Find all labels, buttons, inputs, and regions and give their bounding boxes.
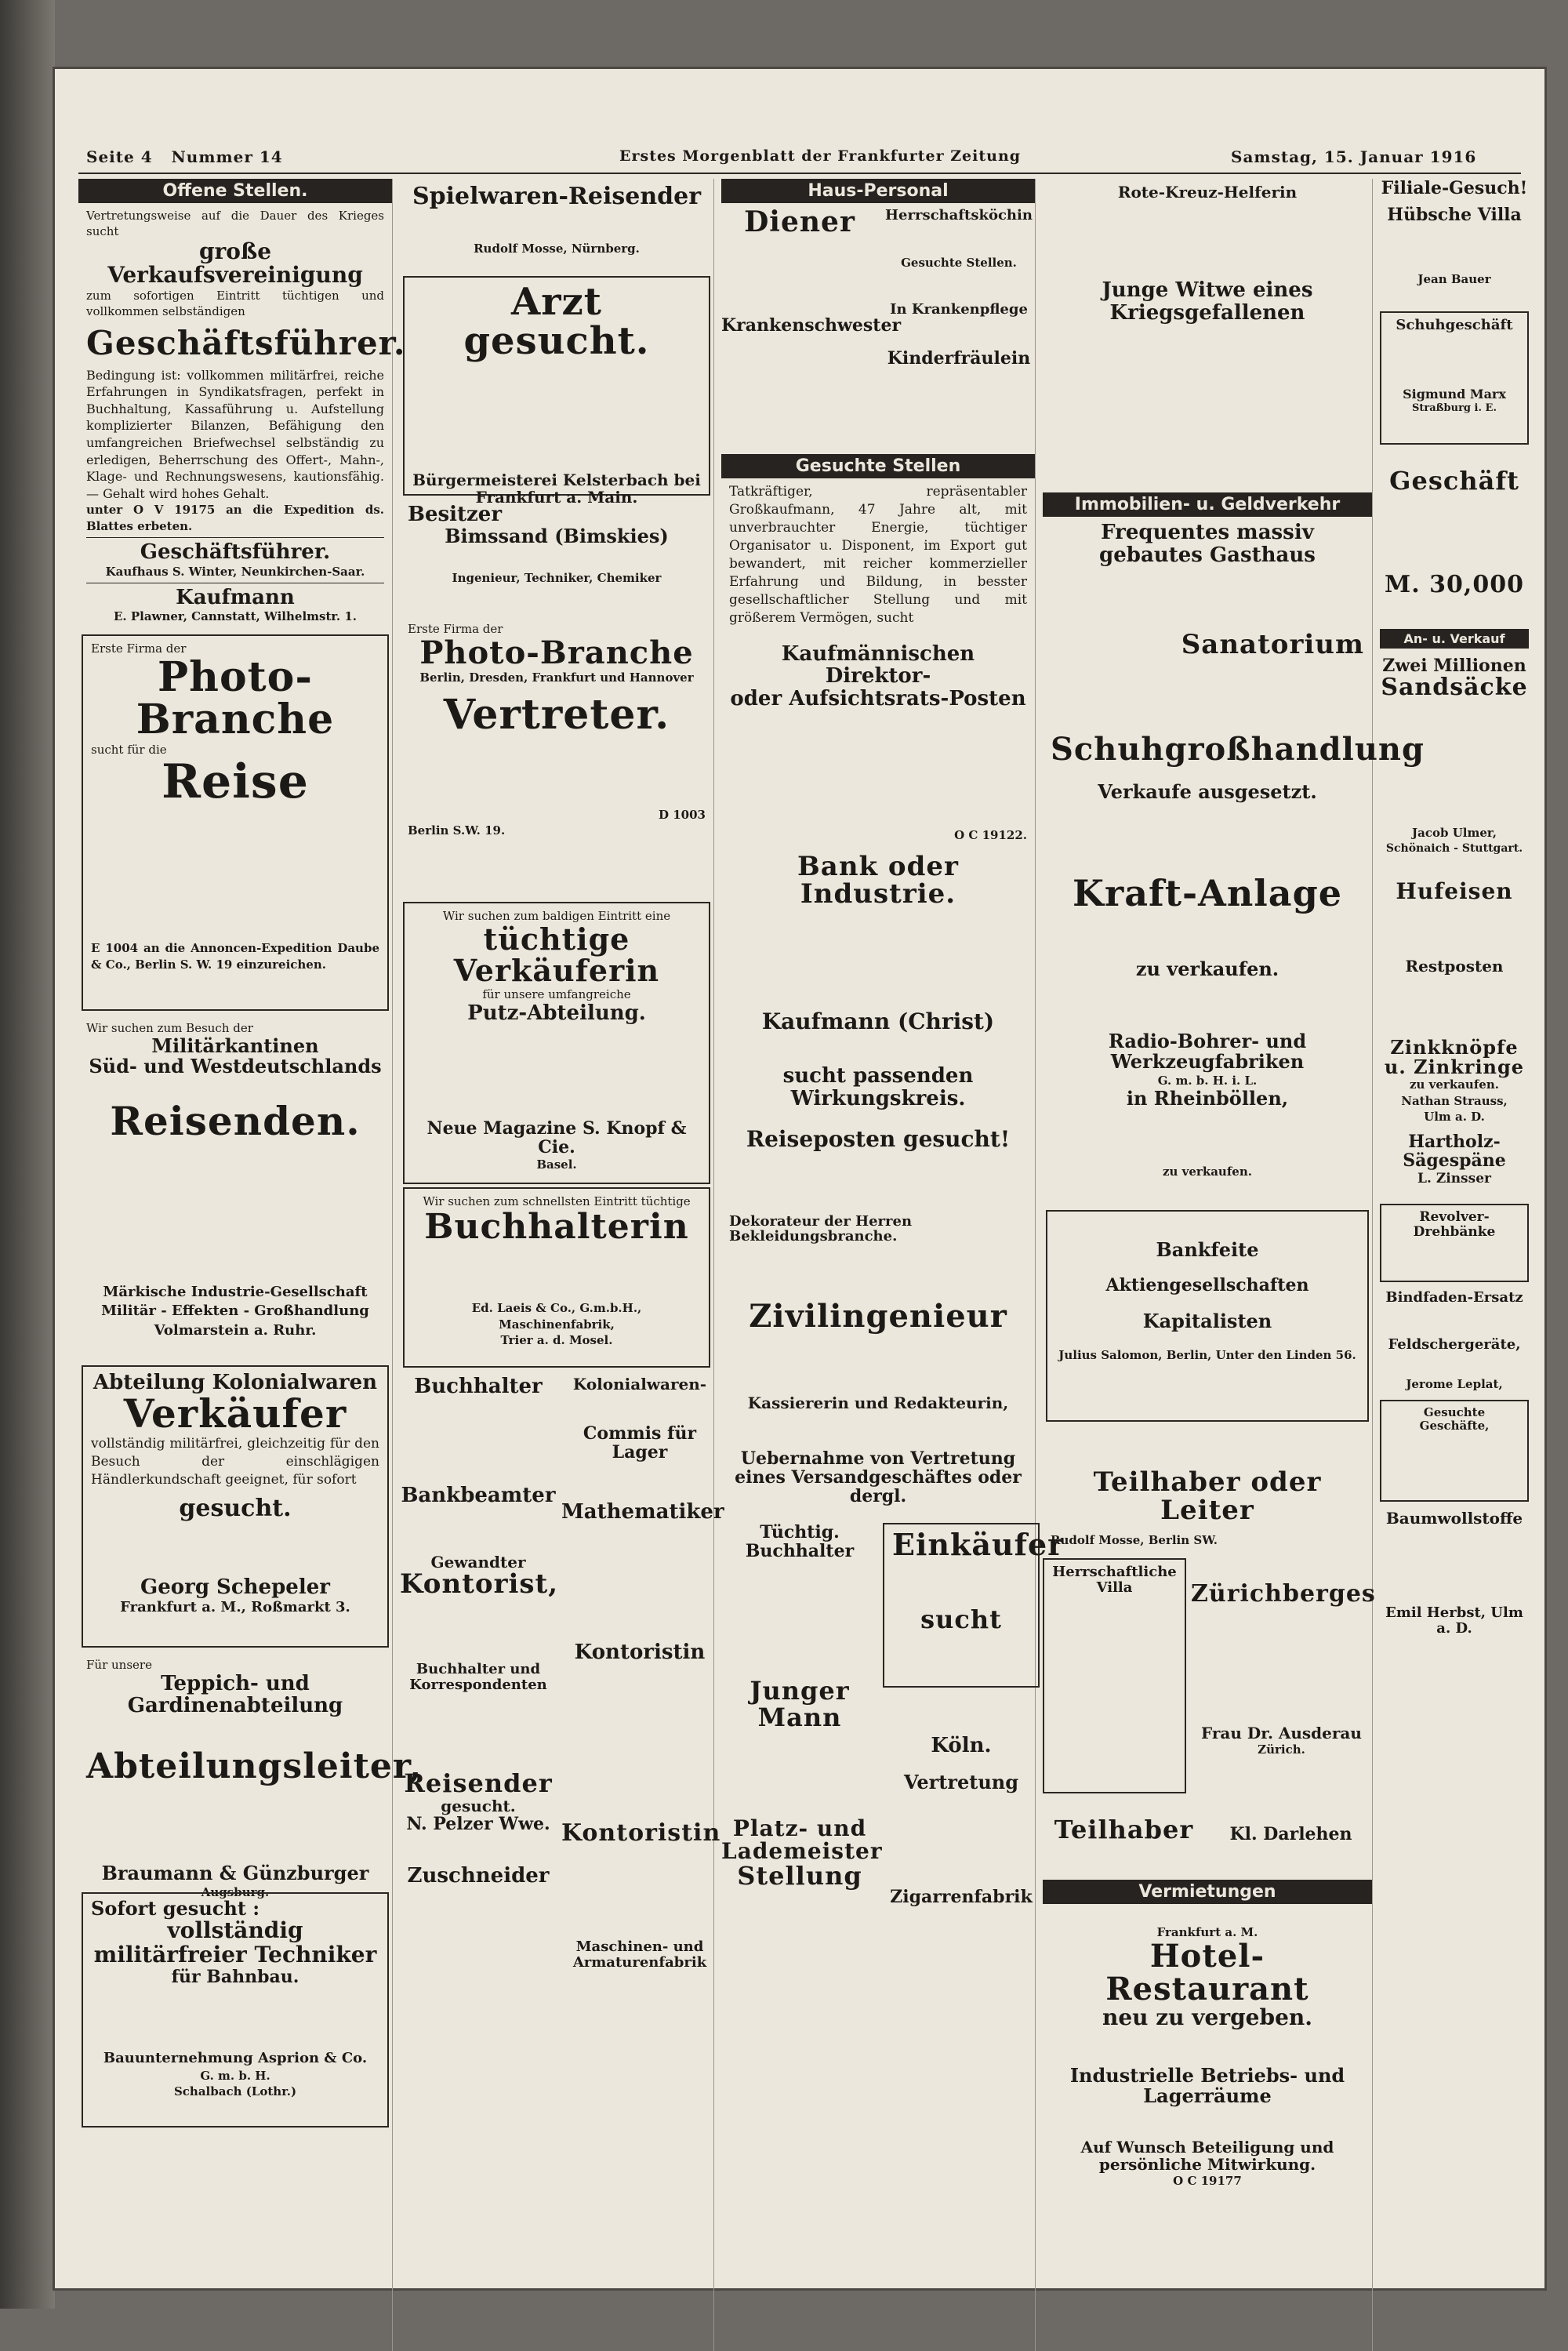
ad-sign: Rudolf Mosse, Berlin SW.	[1051, 1533, 1218, 1548]
ad-geschaeftsfuehrer	[78, 203, 406, 630]
ad-firm: Teppich- und Gardinenabteilung	[127, 1671, 343, 1718]
ad-buchhalter-korr: Buchhalter und Korrespondenten	[409, 1660, 547, 1693]
page-number: Seite 4 Nummer 14	[86, 147, 283, 166]
ad-sanatorium	[1043, 627, 1372, 729]
ad-sub: zu verkaufen.	[1163, 1165, 1252, 1179]
section-immobilien: Immobilien- u. Geldverkehr	[1043, 492, 1372, 517]
ad-einkaeufer	[883, 1523, 1065, 1688]
ad-hufeisen: Hufeisen	[1396, 878, 1513, 904]
ad-tuechtig-buchhalter: Tüchtig. Buchhalter	[745, 1521, 855, 1561]
ad-sign: Georg Schepeler	[140, 1575, 330, 1599]
column-3	[721, 179, 1065, 2351]
ad-region: Süd- und Westdeutschlands	[89, 1055, 382, 1078]
column-5	[1380, 179, 1529, 2351]
ad-sign: Neue Magazine S. Knopf & Cie.	[426, 1117, 687, 1158]
ad-mathematiker: Mathematiker	[561, 1500, 724, 1524]
ad-arzt	[403, 276, 710, 507]
ad-herbst: Emil Herbst, Ulm a. D.	[1385, 1604, 1523, 1637]
ad-title: Besitzer	[408, 503, 503, 526]
ad-body: Bedingung ist: vollkommen militärfrei, reiche Erfahrungen in Syndikatsfragen, perfekt in Buchhaltung, Kassaführung u. Aufstellung komplizierter Bilanzen, Befähigung den umfangreichen Briefwechsel selbständig zu erledigen, Beherrschung des Offert-, Mahn-, Klage- und Rechnungswesens, kautionsfähig. — Gehalt wird hohes Gehalt.	[86, 367, 384, 501]
ad-title: Kaufmännischen Direktor-	[781, 641, 975, 689]
small-ads-grid	[400, 1371, 724, 1971]
ad-zuerichberg	[1191, 1558, 1376, 1793]
ad-cities: Berlin, Dresden, Frankfurt und Hannover	[419, 670, 694, 685]
small-ads-grid-3	[721, 1521, 1065, 1907]
ad-jacob-city: Schönaich - Stuttgart.	[1385, 841, 1523, 855]
ad-buchhalter: Buchhalter	[414, 1375, 543, 1398]
ad-sign: Bauunternehmung Asprion & Co.	[103, 2049, 368, 2066]
ad-filiale: Filiale-Gesuch!	[1381, 178, 1528, 198]
ad-spielwaren	[400, 179, 713, 273]
ad-title: Sanatorium	[1181, 629, 1364, 660]
ad-gesuchte-geschaefte	[1380, 1400, 1529, 1502]
ad-firm: große Verkaufsvereinigung	[107, 238, 363, 289]
ad-intro: Wir suchen zum Besuch der	[86, 1020, 253, 1035]
ad-kontoristin: Kontoristin	[574, 1640, 706, 1664]
ad-bankbeamter: Bankbeamter	[401, 1483, 556, 1507]
book-spine	[0, 0, 55, 2309]
ad-bankseite	[1046, 1210, 1369, 1422]
ad-title: Zivilingenieur	[749, 1297, 1007, 1335]
ad-city: Trier a. d. Mosel.	[500, 1332, 613, 1347]
ad-buchhalterin	[403, 1187, 710, 1368]
ad-sub: sucht passenden Wirkungskreis.	[782, 1064, 974, 1110]
column-2	[400, 179, 724, 2351]
ad-zinsser: L. Zinsser	[1417, 1171, 1491, 1187]
ad-sub: Bimssand (Bimskies)	[445, 524, 669, 547]
ad-city: Straßburg i. E.	[1412, 402, 1497, 415]
ad-gesuchte: Gesuchte Stellen.	[901, 255, 1017, 270]
ad-zuschneider: Zuschneider	[407, 1864, 550, 1888]
ad-sign: Kaufhaus S. Winter, Neunkirchen-Saar.	[105, 564, 365, 579]
ad-reise: Reise	[162, 754, 309, 810]
ad-photo-branche	[82, 634, 389, 1011]
ad-head: Erste Firma der	[91, 641, 187, 656]
ad-sub: sucht für die	[91, 743, 167, 758]
ad-city: Augsburg.	[201, 1884, 270, 1899]
ad-revolver	[1380, 1204, 1529, 1282]
ad-betriebsraeume	[1043, 2045, 1372, 2188]
small-ads-right	[561, 1371, 724, 1971]
ad-title-2: oder Aufsichtsrats-Posten	[730, 686, 1026, 710]
ad-schuhgrosshandlung	[1043, 729, 1425, 870]
ad-title: Einkäufer	[892, 1526, 1065, 1562]
ad-sign: Frau Dr. Ausderau	[1201, 1723, 1362, 1742]
column-1	[78, 179, 423, 2351]
ad-radio-bohrer	[1043, 1027, 1372, 1207]
ad-sign: Ed. Laeis & Co., G.m.b.H., Maschinenfabrik,	[471, 1301, 642, 1332]
ad-sign: Rudolf Mosse, Nürnberg.	[474, 242, 640, 256]
ad-intro: Sofort gesucht :	[91, 1896, 260, 1920]
ad-kaufmann-sign: E. Plawner, Cannstatt, Wilhelmstr. 1.	[113, 609, 358, 624]
ad-title: Photo-Branche	[136, 652, 335, 744]
col4-top-inner	[1043, 179, 1372, 492]
ad-dekorateur	[721, 1209, 1035, 1295]
col4-villa-row	[1043, 1558, 1376, 1793]
ad-photo-vertreter	[400, 616, 713, 899]
haus-left	[721, 203, 902, 454]
small-ads-3-right	[883, 1523, 1065, 1907]
ad-vertretung: Vertretung	[903, 1771, 1019, 1794]
ad-pre: Frankfurt a. M.	[1156, 1925, 1258, 1939]
ad-mark: M. 30,000	[1385, 571, 1524, 599]
ad-villa-sign: Jean Bauer	[1417, 272, 1491, 287]
section-vermietungen: Vermietungen	[1043, 1880, 1372, 1904]
ad-bimssand	[400, 499, 713, 616]
ad-putz	[403, 902, 710, 1184]
ad-title: Radio-Bohrer- und Werkzeugfabriken	[1108, 1030, 1307, 1074]
ad-sign-2: Militär - Effekten - Großhandlung	[101, 1303, 369, 1320]
ad-body: Tatkräftiger, repräsentabler Großkaufmann, 47 Jahre alt, mit unverbrauchter Energie, tüchtiger Organisator u. Disponent, im Export gut bewandert, mit reicher kommerzieller Erfahrung und Bildung, in besster gesellschaftlicher Stellung und mit größerem Vermögen, sucht	[729, 484, 1027, 626]
ad-title: Bank oder Industrie.	[797, 850, 959, 910]
ad-title: Schuhgroßhandlung	[1051, 731, 1425, 768]
haus-ads	[721, 203, 1035, 454]
ad-kraft-anlage	[1043, 870, 1372, 1027]
ad-aktiengesellschaften: Aktiengesellschaften	[1105, 1275, 1309, 1296]
col4-teilh-row	[1043, 1793, 1372, 1880]
ad-vertreter: Vertreter.	[443, 690, 670, 739]
small-ads-left	[400, 1371, 557, 1971]
ad-nathan: Nathan Strauss,	[1401, 1093, 1508, 1108]
ad-gmbh: G. m. b. H. i. L.	[1157, 1073, 1258, 1088]
ad-title: Arzt gesucht.	[463, 280, 650, 364]
ad-reisender: Reisender	[404, 1768, 553, 1799]
ad-herrschaftskoechin: Herrschaftsköchin	[885, 207, 1033, 223]
ad-gmbh: G. m. b. H.	[200, 2069, 270, 2084]
section-haus-personal: Haus-Personal	[721, 179, 1035, 203]
ad-junger-mann: Junger Mann	[750, 1675, 850, 1732]
ad-sub: Auf Wunsch Beteiligung und persönliche Mitwirkung.	[1080, 2137, 1334, 2174]
ad-kolonialwaren	[82, 1365, 389, 1648]
ad-title: Kassiererin und Redakteurin,	[747, 1393, 1009, 1412]
ad-teilhaber: Teilhaber	[1054, 1815, 1194, 1844]
ad-zinkknoepfe: Zinkknöpfe u. Zinkringe	[1384, 1035, 1525, 1079]
ad-sign: Sigmund Marx	[1403, 387, 1506, 402]
ad-kinderfraeulein: Kinderfräulein	[887, 347, 1031, 369]
ad-head: Erste Firma der	[408, 622, 503, 636]
ad-title: Reisenden.	[110, 1097, 361, 1144]
ad-junge-witwe: Junge Witwe eines Kriegsgefallenen	[1102, 278, 1313, 325]
ad-kaufmann-christ	[721, 1005, 1035, 1123]
ad-krankenschwester: Krankenschwester	[721, 314, 902, 336]
section-an-verkauf: An- u. Verkauf	[1380, 629, 1529, 649]
ad-sucht: sucht	[920, 1604, 1002, 1635]
ad-code: O C 19122.	[954, 828, 1027, 843]
ad-title: Abteilungsleiter,	[86, 1746, 423, 1787]
ad-bank-industrie	[721, 848, 1035, 1005]
ad-title-2: Geschäftsführer.	[140, 540, 331, 564]
ad-title: tüchtige Verkäuferin	[453, 921, 660, 989]
ad-commis: Commis für Lager	[583, 1423, 697, 1463]
ad-title: Dekorateur der Herren Bekleidungsbranche.	[729, 1212, 913, 1245]
ad-reiseposten	[721, 1123, 1035, 1209]
ad-geschaeft: Geschäft	[1389, 465, 1519, 496]
ad-gasthaus	[1043, 517, 1372, 627]
ad-title: Schuhgeschäft	[1396, 316, 1513, 333]
ad-title: Frequentes massiv gebautes Gasthaus	[1099, 521, 1316, 567]
ad-darlehen: Kl. Darlehen	[1229, 1824, 1352, 1844]
ad-pelzer: N. Pelzer Wwe.	[406, 1814, 550, 1835]
ad-teppich	[78, 1652, 423, 1899]
ad-title: Geschäftsführer.	[86, 323, 406, 362]
ad-villa	[1043, 1558, 1186, 1793]
ad-city: Zürich.	[1258, 1742, 1305, 1757]
ad-direktor	[721, 478, 1035, 848]
ad-zwei-millionen: Zwei Millionen	[1382, 655, 1526, 676]
ad-techniker	[82, 1892, 389, 2128]
ad-title: Hotel-Restaurant	[1105, 1938, 1309, 2008]
ad-address: Frankfurt a. M., Roßmarkt 3.	[120, 1599, 350, 1616]
section-offene-stellen: Offene Stellen.	[78, 179, 392, 203]
ad-teilhaber-leiter	[1043, 1425, 1372, 1558]
ad-code: O C 19177	[1173, 2173, 1242, 2188]
ad-title: Reiseposten gesucht!	[746, 1125, 1011, 1152]
ad-city: Schalbach (Lothr.)	[173, 2084, 297, 2099]
ad-sign: Ingenieur, Techniker, Chemiker	[452, 570, 662, 585]
ad-title: Teilhaber oder Leiter	[1093, 1466, 1322, 1526]
ad-sign: Bürgermeisterei Kelsterbach bei Frankfurt a. Main.	[412, 470, 701, 507]
ad-title: Kraft-Anlage	[1073, 872, 1342, 914]
ad-gewandter: Gewandter	[430, 1553, 526, 1572]
ad-sub: zu verkaufen.	[1135, 957, 1279, 981]
section-gesuchte-stellen: Gesuchte Stellen	[721, 454, 1035, 478]
ad-dept: Putz-Abteilung.	[467, 1001, 646, 1026]
ad-krankenpflege: In Krankenpflege	[890, 301, 1028, 318]
ad-sign-3: Volmarstein a. Ruhr.	[154, 1321, 317, 1339]
ad-title: vollständig militärfreier Techniker	[93, 1917, 377, 1968]
ad-code: unter O V 19175 an die Expedition ds. Blattes erbeten.	[86, 503, 384, 533]
ad-sign: Julius Salomon, Berlin, Unter den Linden 56.	[1058, 1347, 1356, 1362]
ad-title: Kaufmann (Christ)	[761, 1008, 995, 1034]
ad-reisender-sub: gesucht.	[441, 1797, 516, 1816]
ad-rote-kreuz: Rote-Kreuz-Helferin	[1117, 183, 1298, 202]
ad-code: D 1003	[659, 808, 706, 823]
ad-kassiererin	[721, 1390, 1035, 1444]
ad-title: Zürichberges	[1191, 1580, 1376, 1608]
ad-title: Uebernahme von Vertretung	[740, 1448, 1016, 1469]
ad-stellung: Stellung	[737, 1860, 862, 1891]
ad-kapitalisten: Kapitalisten	[1142, 1309, 1272, 1332]
ad-militaerkantinen	[78, 1016, 392, 1361]
ad-kontorist: Kontorist,	[400, 1568, 559, 1601]
ad-schuhgeschaeft	[1380, 311, 1529, 445]
ad-city: Basel.	[536, 1157, 577, 1172]
ad-sandsaecke: Sandsäcke	[1381, 673, 1528, 701]
ad-sub: für Bahnbau.	[171, 1966, 299, 1987]
col4-top	[1043, 179, 1372, 492]
ad-bindfaden: Bindfaden-Ersatz	[1385, 1289, 1523, 1306]
ad-zigarrenfabrik: Zigarrenfabrik	[890, 1886, 1033, 1907]
haus-right	[883, 203, 1035, 454]
ad-zink-sub: zu verkaufen.	[1410, 1077, 1499, 1092]
ad-head: Abteilung Kolonialwaren	[93, 1370, 378, 1394]
ad-kontoristin-2: Kontoristin	[561, 1819, 721, 1847]
ad-sign: Märkische Industrie-Gesellschaft	[103, 1284, 368, 1301]
newspaper-page	[55, 69, 1544, 2288]
ad-maschinenfabrik: Maschinen- und Armaturenfabrik	[572, 1939, 707, 1971]
ad-diener: Diener	[744, 205, 855, 238]
masthead: Erstes Morgenblatt der Frankfurter Zeitung	[619, 147, 1022, 165]
ad-koeln: Köln.	[931, 1733, 992, 1757]
ad-feldschergeraete: Feldschergeräte,	[1388, 1336, 1521, 1354]
ad-villa: Hübsche Villa	[1387, 205, 1522, 226]
ad-intro: Für unsere	[86, 1657, 152, 1672]
ad-title: Photo-Branche	[419, 634, 694, 672]
ad-sub: eines Versandgeschäftes oder dergl.	[735, 1466, 1022, 1506]
ad-sub: für unsere umfangreiche	[482, 987, 631, 1002]
ad-title: Verkäufer	[123, 1390, 347, 1437]
ad-jerome: Jerome Leplat,	[1406, 1376, 1503, 1391]
ad-subtitle: zum sofortigen Eintritt tüchtigen und vollkommen selbständigen	[86, 289, 384, 319]
ad-uebernahme	[721, 1444, 1035, 1523]
ad-firm: Militärkantinen	[151, 1034, 319, 1057]
column-4	[1043, 179, 1425, 2351]
ad-title: Herrschaftliche Villa	[1052, 1564, 1177, 1596]
ad-restposten: Restposten	[1405, 956, 1504, 976]
ad-zivilingenieur	[721, 1295, 1035, 1390]
ad-intro: Wir suchen zum baldigen Eintritt eine	[442, 909, 671, 923]
small-ads-3-left	[721, 1521, 883, 1906]
ad-kaufmann-title: Kaufmann	[176, 585, 295, 609]
ad-intro: Wir suchen zum schnellsten Eintritt tüchtige	[423, 1194, 691, 1208]
ad-title: Buchhalterin	[424, 1207, 689, 1248]
ad-code: E 1004 an die Annoncen-Expedition Daube & Co., Berlin S. W. 19 einzureichen.	[91, 941, 379, 972]
ad-sub: neu zu vergeben.	[1102, 2004, 1312, 2031]
ad-hotel	[1043, 1904, 1372, 2045]
ad-city: in Rheinböllen,	[1126, 1087, 1289, 1110]
ad-jacob: Jacob Ulmer,	[1412, 826, 1497, 841]
ad-sign: Berlin S.W. 19.	[408, 823, 506, 838]
ad-intro: Vertretungsweise auf die Dauer des Krieges sucht	[86, 209, 384, 239]
ad-sub: Verkaufe ausgesetzt.	[1098, 780, 1317, 803]
ad-body: vollständig militärfrei, gleichzeitig für den Besuch der einschlägigen Händlerkundschaft geeignet, für sofort	[91, 1435, 379, 1488]
issue-date: Samstag, 15. Januar 1916	[1231, 147, 1477, 166]
ad-title: Spielwaren-Reisender	[412, 183, 701, 210]
ad-baumwollstoffe: Baumwollstoffe	[1385, 1509, 1523, 1528]
ad-hartholz: Hartholz-Sägespäne	[1403, 1132, 1506, 1172]
ad-title: Revolver-Drehbänke	[1413, 1209, 1496, 1241]
ad-title: Bankfeite	[1156, 1238, 1259, 1261]
ad-ulm: Ulm a. D.	[1424, 1109, 1485, 1124]
ad-title: Gesuchte Geschäfte,	[1419, 1405, 1490, 1433]
ad-title: Industrielle Betriebs- und Lagerräume	[1069, 2064, 1345, 2108]
header-rule	[78, 173, 1521, 174]
ad-kolonialwaren: Kolonialwaren-	[572, 1375, 707, 1394]
ad-sign: Braumann & Günzburger	[101, 1862, 369, 1885]
ad-platzmeister: Platz- und Lademeister	[721, 1815, 883, 1865]
ad-gesucht: gesucht.	[179, 1494, 292, 1522]
